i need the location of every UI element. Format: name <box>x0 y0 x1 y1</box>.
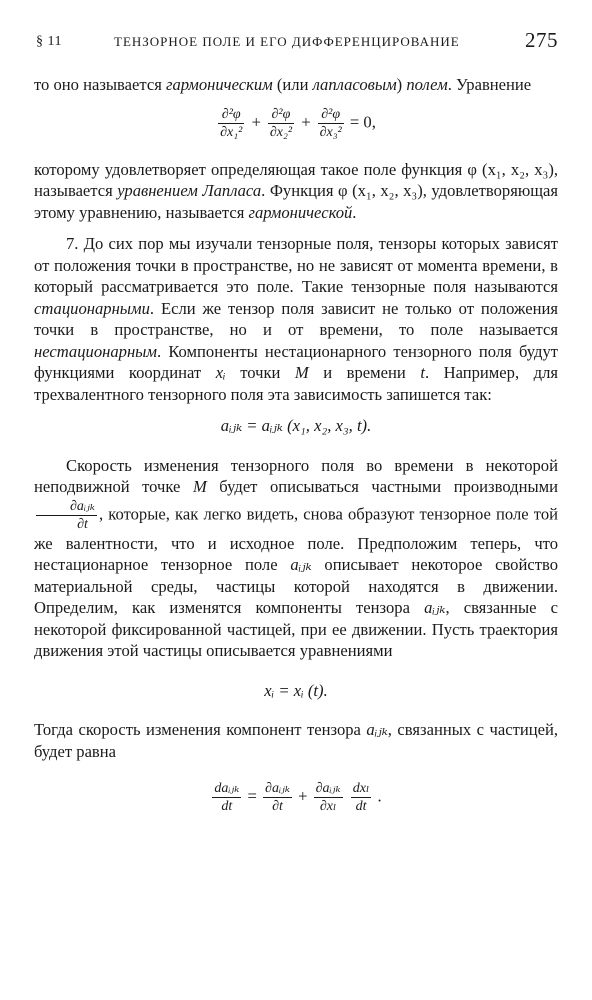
partial-space-fraction: $\frac{\text{∂aᵢⱼₖ}}{\text{∂xₗ}}$ <box>315 781 341 814</box>
trajectory-equation: xᵢ = xᵢ (t). <box>264 680 328 700</box>
paragraph-5: Тогда скорость изменения компонент тензора aᵢⱼₖ, связанных с частицей, будет равна <box>34 720 558 761</box>
paragraph-4: Скорость изменения тензорного поля во времени в некоторой неподвижной точке M будет описываться частными производными $\frac{\text{∂aᵢⱼₖ}}{\partial t}$ , которые, как легко видеть, снова образуют тензорное поле той же валентности, что и исходное поле. Предположим теперь, что нестационарное тензорное поле aᵢⱼₖ описывает некоторое свойство материальной среды, частицы которой находятся в движении. Определим, как изменятся компоненты тензора aᵢⱼₖ, связанные с некоторой фиксированной частицей, при ее движении. Пусть траектория движения этой частицы описывается уравнениями <box>34 455 558 660</box>
paragraph-3: 7. До сих пор мы изучали тензорные поля, тензоры которых зависят от положения точки в пространстве, но не зависят от момента времени, в который рассматривается это поле. Такие тензорные поля называются стационарными. Если же тензор поля зависит не только от положения точки в пространстве, но и от времени, то поле называется нестационарным. Компоненты нестационарного тензорного поля будут функциями координат xᵢ точки M и времени t. Например, для трехвалентного тензорного поля эта зависимость запишется так: <box>34 234 558 404</box>
laplace-equation: $\frac{\text{∂²φ}}{\text{∂x₁²}}$ + $\frac{\text{∂²φ}}{\text{∂x₂²}}$ + $\frac{\text{∂²φ}}{\text{∂x₃²}}$ = 0, <box>220 106 376 140</box>
total-derivative-fraction: $\frac{\text{daᵢⱼₖ}}{dt}$ <box>214 781 240 814</box>
term-stationary: стационарными <box>34 298 150 318</box>
term-laplacian: лапласовым <box>312 75 397 94</box>
term-harmonic: гармоническим <box>166 75 273 94</box>
term-harmonic-function: гармонической <box>248 202 353 222</box>
page-number: 275 <box>525 28 558 52</box>
running-header <box>34 28 558 58</box>
fraction-term-2: $\frac{\text{∂²φ}}{\text{∂x₂²}}$ <box>269 106 293 140</box>
paragraph-2: которому удовлетворяет определяющая такое поле функция φ (x₁, x₂, x₃), называется уравнением Лапласа. Функция φ (x₁, x₂, x₃), удовлетворяющая этому уравнению, называется гармонической. <box>34 159 558 222</box>
velocity-fraction: $\frac{\text{dxₗ}}{dt}$ <box>352 781 370 814</box>
fraction-term-3: $\frac{\text{∂²φ}}{\text{∂x₃²}}$ <box>319 106 342 140</box>
fraction-term-1: $\frac{\text{∂²φ}}{\text{∂x₁²}}$ <box>220 106 243 140</box>
term-laplace-equation: уравнением Лапласа <box>117 181 262 200</box>
partial-derivative-fraction: $\frac{\text{∂aᵢⱼₖ}}{\partial t}$ <box>36 498 97 533</box>
page-body <box>34 74 558 815</box>
section-number: § 11 <box>36 34 62 49</box>
material-derivative-equation: $\frac{\text{daᵢⱼₖ}}{dt}$ = $\frac{\text{∂aᵢⱼₖ}}{\partial t}$ + $\frac{\text{∂aᵢⱼₖ}}{\text{∂xₗ}}$ $\frac{\text{dxₗ}}{dt}$ . <box>214 781 382 814</box>
partial-time-fraction: $\frac{\text{∂aᵢⱼₖ}}{\partial t}$ <box>265 781 290 814</box>
chapter-title: ТЕНЗОРНОЕ ПОЛЕ И ЕГО ДИФФЕРЕНЦИРОВАНИЕ <box>114 34 460 49</box>
term-field: полем <box>406 75 448 94</box>
paragraph-1: то оно называется гармоническим (или лапласовым) полем. Уравнение <box>34 75 532 94</box>
term-nonstationary: нестационарным <box>34 341 158 361</box>
tensor-dependence-equation: aᵢⱼₖ = aᵢⱼₖ (x₁, x₂, x₃, t). <box>220 416 372 435</box>
